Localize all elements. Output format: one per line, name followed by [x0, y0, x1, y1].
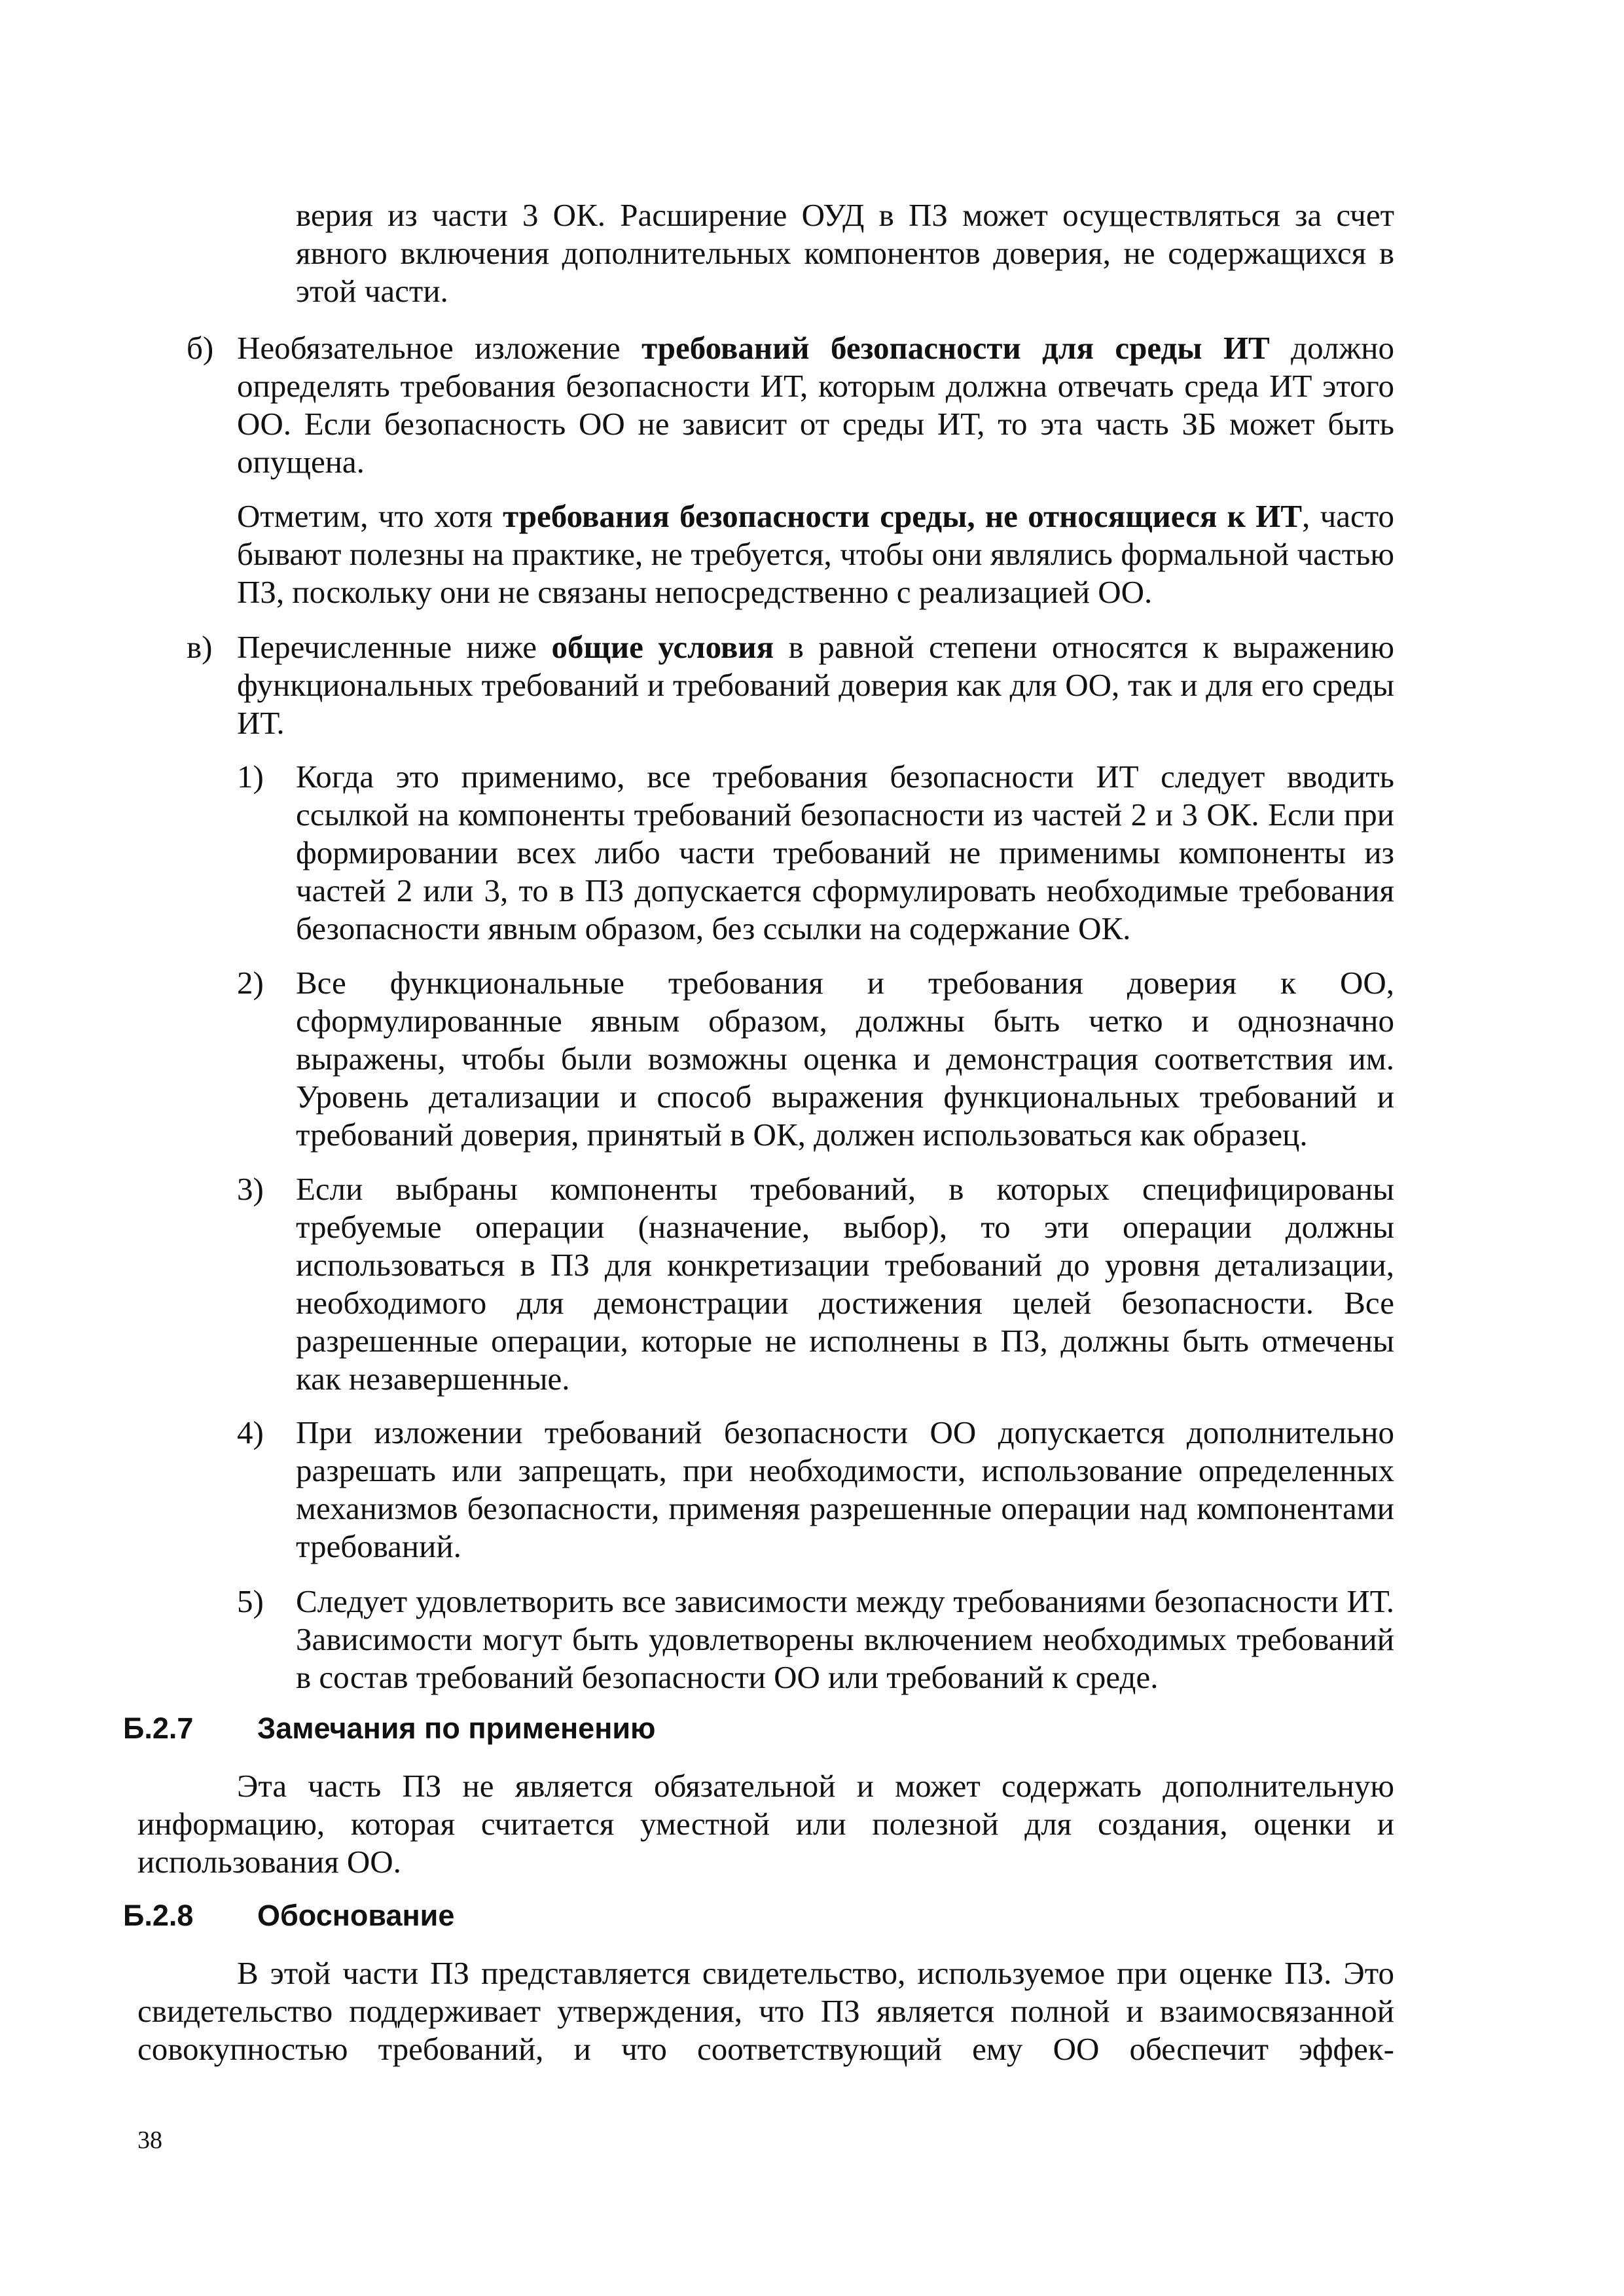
item-v-marker: в)	[187, 629, 213, 665]
subitem-1-text: Когда это применимо, все требования безопасности ИТ следует вводить ссылкой на компоненты требований безопасности из частей 2 и 3 ОК. Если при формировании всех либо части требований не применимы компоненты из частей 2 или 3, то в ПЗ допускается сформулировать необходимые требования безопасности явным образом, без ссылки на содержание ОК.	[296, 759, 1394, 946]
section-b27-paragraph: Эта часть ПЗ не является обязательной и может содержать дополнительную информацию, которая считается уместной или полезной для создания, оценки и использования ОО.	[137, 1768, 1394, 1880]
subitem-2-text: Все функциональные требования и требования доверия к ОО, сформулированные явным образом, должны быть четко и однозначно выражены, чтобы были возможны оценка и демонстрация соответствия им. Уровень детализации и способ выражения функциональных требований и требований доверия, принятый в ОК, должен использоваться как образец.	[296, 965, 1394, 1153]
subitem-4-marker: 4)	[237, 1414, 264, 1450]
section-b27-title: Замечания по применению	[257, 1712, 656, 1745]
item-v-paragraph: Перечисленные ниже общие условия в равной степени относятся к выражению функциональных требований и требований доверия как для ОО, так и для его среды ИТ.	[237, 629, 1394, 741]
item-b-paragraph: Необязательное изложение требований безопасности для среды ИТ должно определять требования безопасности ИТ, которым должна отвечать среда ИТ этого ОО. Если безопасность ОО не зависит от среды ИТ, то эта часть ЗБ может быть опущена.	[237, 330, 1394, 480]
subitem-3-text: Если выбраны компоненты требований, в которых специфицированы требуемые операции (назначение, выбор), то эти операции должны использоваться в ПЗ для конкретизации требований до уровня детализации, необходимого для демонстрации достижения целей безопасности. Все разрешенные операции, которые не исполнены в ПЗ, должны быть отмечены как незавершенные.	[296, 1171, 1394, 1397]
item-v-bold-term: общие условия	[551, 629, 774, 665]
subitem-4-text: При изложении требований безопасности ОО допускается дополнительно разрешать или запрещать, при необходимости, использование определенных механизмов безопасности, применяя разрешенные операции над компонентами требований.	[296, 1414, 1394, 1564]
section-b28-paragraph: В этой части ПЗ представляется свидетельство, используемое при оценке ПЗ. Это свидетельство поддерживает утверждения, что ПЗ является полной и взаимосвязанной совокупностью требований, и что соответствующий ему ОО обеспечит эффек-	[137, 1955, 1394, 2067]
section-b28-number: Б.2.8	[123, 1899, 194, 1932]
item-b-note-bold-term: требования безопасности среды, не относящиеся к ИТ	[503, 498, 1303, 534]
section-b27-heading	[123, 1710, 655, 1748]
section-b28-title: Обоснование	[257, 1899, 455, 1932]
subitem-5-text: Следует удовлетворить все зависимости между требованиями безопасности ИТ. Зависимости могут быть удовлетворены включением необходимых требований в состав требований безопасности ОО или требований к среде.	[296, 1583, 1394, 1695]
subitem-3-marker: 3)	[237, 1171, 264, 1207]
section-b27-number: Б.2.7	[123, 1712, 194, 1745]
section-b28-heading	[123, 1897, 454, 1935]
item-b-note-paragraph: Отметим, что хотя требования безопасности среды, не относящиеся к ИТ, часто бывают полезны на практике, не требуется, чтобы они являлись формальной частью ПЗ, поскольку они не связаны непосредственно с реализацией ОО.	[237, 498, 1394, 610]
continuation-paragraph: верия из части 3 ОК. Расширение ОУД в ПЗ может осуществляться за счет явного включения дополнительных компонентов доверия, не содержащихся в этой части.	[296, 197, 1394, 309]
item-b-marker: б)	[187, 330, 214, 366]
item-b-bold-term: требований безопасности для среды ИТ	[641, 330, 1270, 366]
subitem-2-marker: 2)	[237, 965, 264, 1001]
subitem-5-marker: 5)	[237, 1583, 264, 1619]
page-number: 38	[137, 2126, 162, 2154]
subitem-1-marker: 1)	[237, 759, 264, 795]
